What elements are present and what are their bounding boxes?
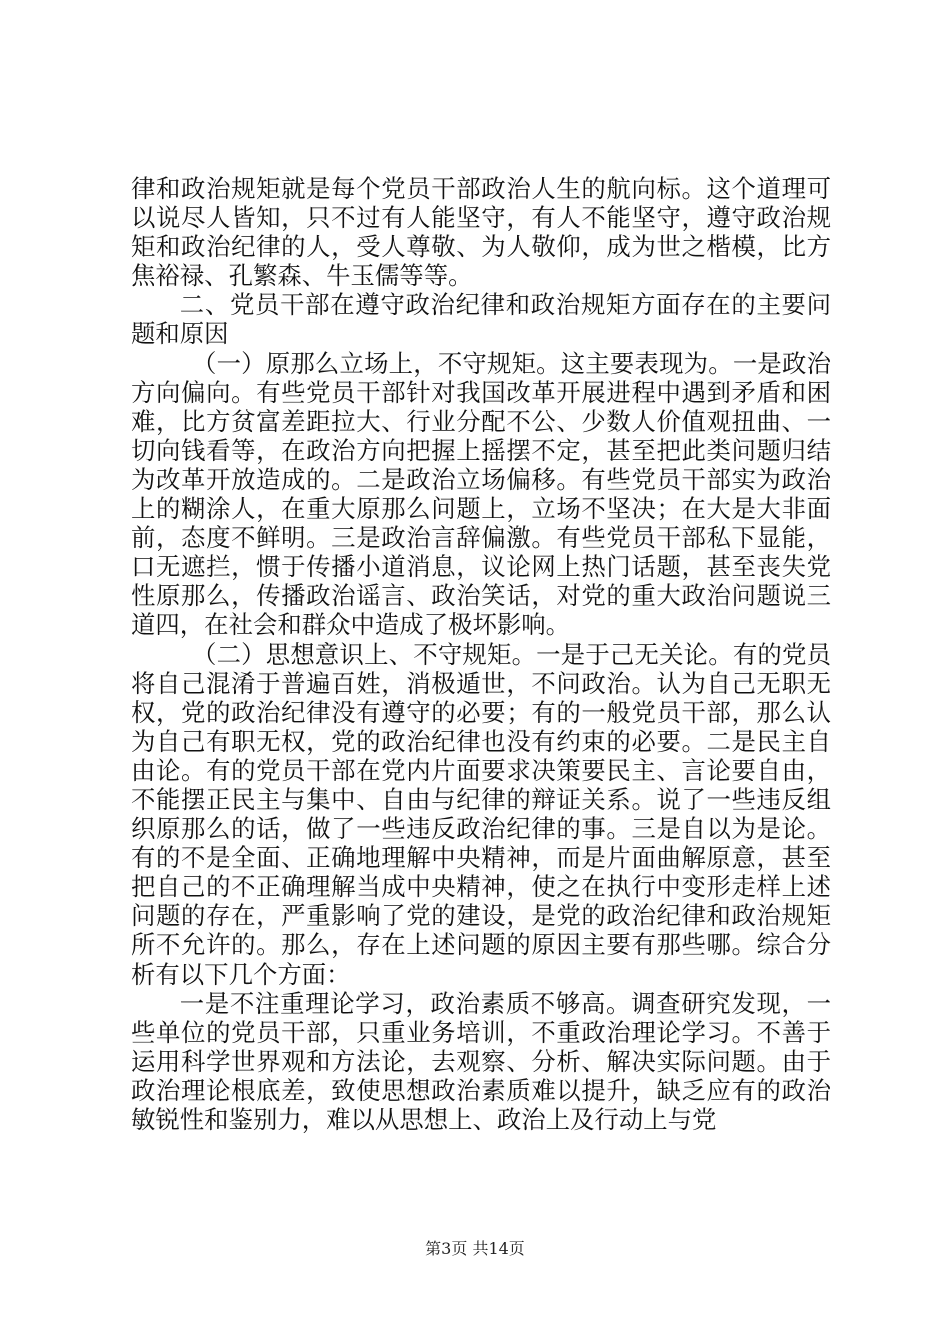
section-heading: 二、党员干部在遵守政治纪律和政治规矩方面存在的主要问题和原因	[131, 290, 831, 349]
paragraph-continuation: 律和政治规矩就是每个党员干部政治人生的航向标。这个道理可以说尽人皆知，只不过有人能坚守，有人不能坚守，遵守政治规矩和政治纪律的人，受人尊敬、为人敬仰，成为世之楷模，比方焦裕禄、孔繁森、牛玉儒等等。	[131, 174, 831, 291]
document-body	[131, 174, 831, 1134]
page-footer	[0, 1236, 950, 1259]
paragraph-stance: （一）原那么立场上，不守规矩。这主要表现为。一是政治方向偏向。有些党员干部针对我国改革开展进程中遇到矛盾和困难，比方贫富差距拉大、行业分配不公、少数人价值观扭曲、一切向钱看等，在政治方向把握上摇摆不定，甚至把此类问题归结为改革开放造成的。二是政治立场偏移。有些党员干部实为政治上的糊涂人，在重大原那么问题上，立场不坚决；在大是大非面前，态度不鲜明。三是政治言辞偏激。有些党员干部私下显能，口无遮拦，惯于传播小道消息，议论网上热门话题，甚至丧失党性原那么，传播政治谣言、政治笑话，对党的重大政治问题说三道四，在社会和群众中造成了极坏影响。	[131, 348, 831, 640]
page-number: 第3页 共14页	[425, 1239, 525, 1258]
paragraph-thinking: （二）思想意识上、不守规矩。一是于己无关论。有的党员将自己混淆于普遍百姓，消极遁世，不问政治。认为自己无职无权，党的政治纪律没有遵守的必要；有的一般党员干部，那么认为自己有职无权，党的政治纪律也没有约束的必要。二是民主自由论。有的党员干部在党内片面要求决策要民主、言论要自由，不能摆正民主与集中、自由与纪律的辩证关系。说了一些违反组织原那么的话，做了一些违反政治纪律的事。三是自以为是论。有的不是全面、正确地理解中央精神，而是片面曲解原意，甚至把自己的不正确理解当成中央精神，使之在执行中变形走样上述问题的存在，严重影响了党的建设，是党的政治纪律和政治规矩所不允许的。那么，存在上述问题的原因主要有那些哪。综合分析有以下几个方面：	[131, 639, 831, 989]
paragraph-theory-study: 一是不注重理论学习，政治素质不够高。调查研究发现，一些单位的党员干部，只重业务培训，不重政治理论学习。不善于运用科学世界观和方法论，去观察、分析、解决实际问题。由于政治理论根底差，致使思想政治素质难以提升，缺乏应有的政治敏锐性和鉴别力，难以从思想上、政治上及行动上与党	[131, 988, 831, 1134]
